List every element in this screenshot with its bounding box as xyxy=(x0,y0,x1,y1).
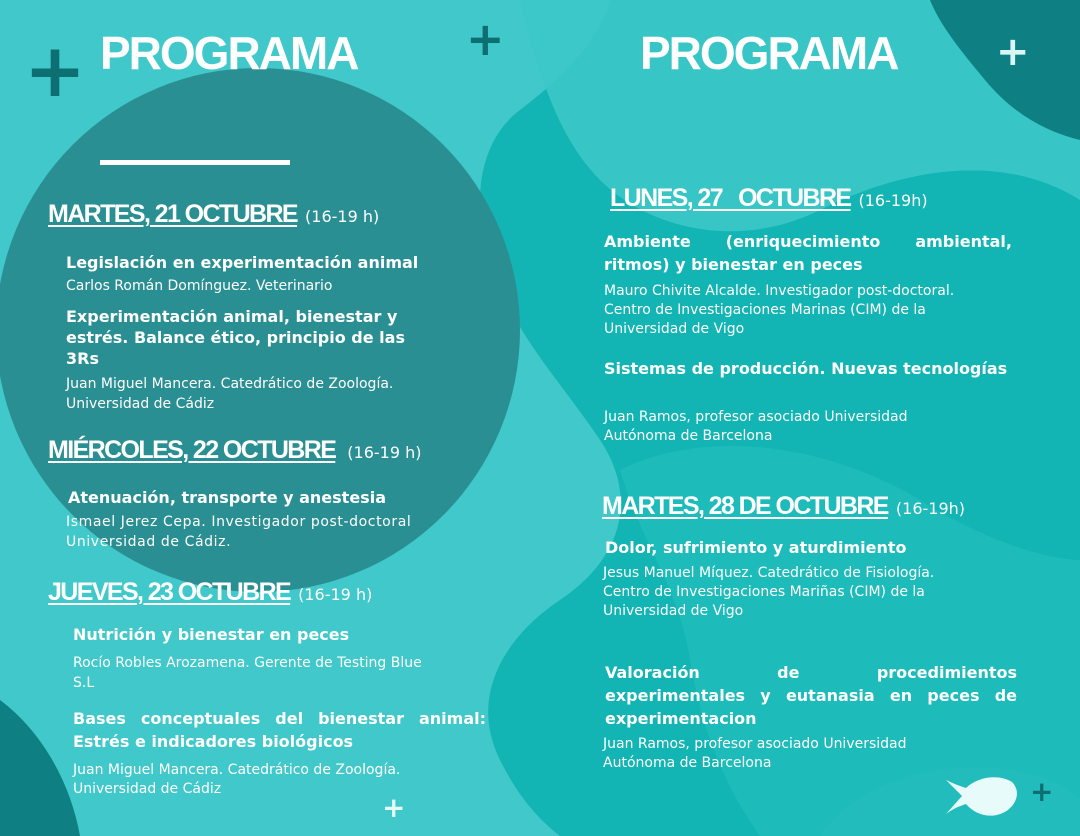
talk-title: Sistemas de producción. Nuevas tecnologías xyxy=(604,359,1008,378)
talk-title: Experimentación animal, bienestar y estrés. Balance ético, principio de las 3Rs xyxy=(66,307,405,368)
talk-speaker: Centro de Investigaciones Marinas (CIM) de la xyxy=(604,302,926,318)
talk-speaker: Autónoma de Barcelona xyxy=(603,755,772,771)
talk-speaker: Autónoma de Barcelona xyxy=(604,428,773,444)
talk-speaker: Universidad de Cádiz xyxy=(73,781,222,797)
plus-icon: + xyxy=(24,28,87,114)
talk-speaker: Ismael Jerez Cepa. Investigador post-doctoral xyxy=(66,514,412,530)
right-title: PROGRAMA xyxy=(640,27,898,79)
talk-speaker: Juan Ramos, profesor asociado Universidad xyxy=(604,409,908,425)
talk-speaker: Rocío Robles Arozamena. Gerente de Testing Blue xyxy=(73,655,422,671)
day-label: MARTES, 21 OCTUBRE xyxy=(48,200,298,228)
day-hours: (16-19 h) xyxy=(298,585,373,604)
left-title: PROGRAMA xyxy=(100,27,358,79)
left-divider xyxy=(100,160,290,165)
day-header xyxy=(48,438,421,463)
day-label: MIÉRCOLES, 22 OCTUBRE xyxy=(48,436,336,464)
talk-title: Valoración de procedimientos experimentales y eutanasia en peces de experimentacion xyxy=(605,663,1017,728)
day-hours: (16-19h) xyxy=(895,499,966,518)
talk-title: Legislación en experimentación animal xyxy=(66,253,419,272)
plus-icon: + xyxy=(382,791,406,824)
day-label: LUNES, 27 OCTUBRE xyxy=(610,184,851,212)
talk-speaker: Carlos Román Domínguez. Veterinario xyxy=(66,278,333,294)
day-label: JUEVES, 23 OCTUBRE xyxy=(48,578,291,606)
day-hours: (16-19 h) xyxy=(305,207,380,226)
day-hours: (16-19h) xyxy=(858,191,928,210)
day-header xyxy=(602,494,965,519)
talk-speaker: Juan Ramos, profesor asociado Universidad xyxy=(603,736,907,752)
talk-speaker: Juan Miguel Mancera. Catedrático de Zoología. xyxy=(66,376,394,392)
talk-speaker: Jesus Manuel Míquez. Catedrático de Fisiología. xyxy=(603,565,935,581)
talk-speaker: Centro de Investigaciones Mariñas (CIM) de la xyxy=(603,584,925,600)
day-label: MARTES, 28 DE OCTUBRE xyxy=(602,492,888,520)
plus-icon: + xyxy=(1030,775,1054,808)
talk-speaker: Mauro Chivite Alcalde. Investigador post-doctoral. xyxy=(604,283,955,299)
plus-icon: + xyxy=(996,29,1030,75)
talk-speaker: Universidad de Cádiz xyxy=(66,396,215,412)
day-hours: (16-19 h) xyxy=(347,443,422,462)
day-header xyxy=(610,186,928,211)
talk-speaker: Juan Miguel Mancera. Catedrático de Zoología. xyxy=(73,762,401,778)
plus-icon: + xyxy=(466,12,505,66)
talk-speaker: Universidad de Cádiz. xyxy=(66,534,232,550)
talk-title: Atenuación, transporte y anestesia xyxy=(68,488,386,507)
talk-speaker: Universidad de Vigo xyxy=(604,321,745,337)
day-header xyxy=(48,580,372,605)
talk-title: Ambiente (enriquecimiento ambiental, ritmos) y bienestar en peces xyxy=(604,232,1012,274)
talk-title: Bases conceptuales del bienestar animal: Estrés e indicadores biológicos xyxy=(73,709,486,751)
day-header xyxy=(48,202,379,227)
talk-speaker: S.L xyxy=(73,675,95,691)
talk-speaker: Universidad de Vigo xyxy=(603,603,744,619)
talk-title: Nutrición y bienestar en peces xyxy=(73,625,350,644)
fish-icon xyxy=(946,774,1020,820)
talk-title: Dolor, sufrimiento y aturdimiento xyxy=(605,538,907,557)
